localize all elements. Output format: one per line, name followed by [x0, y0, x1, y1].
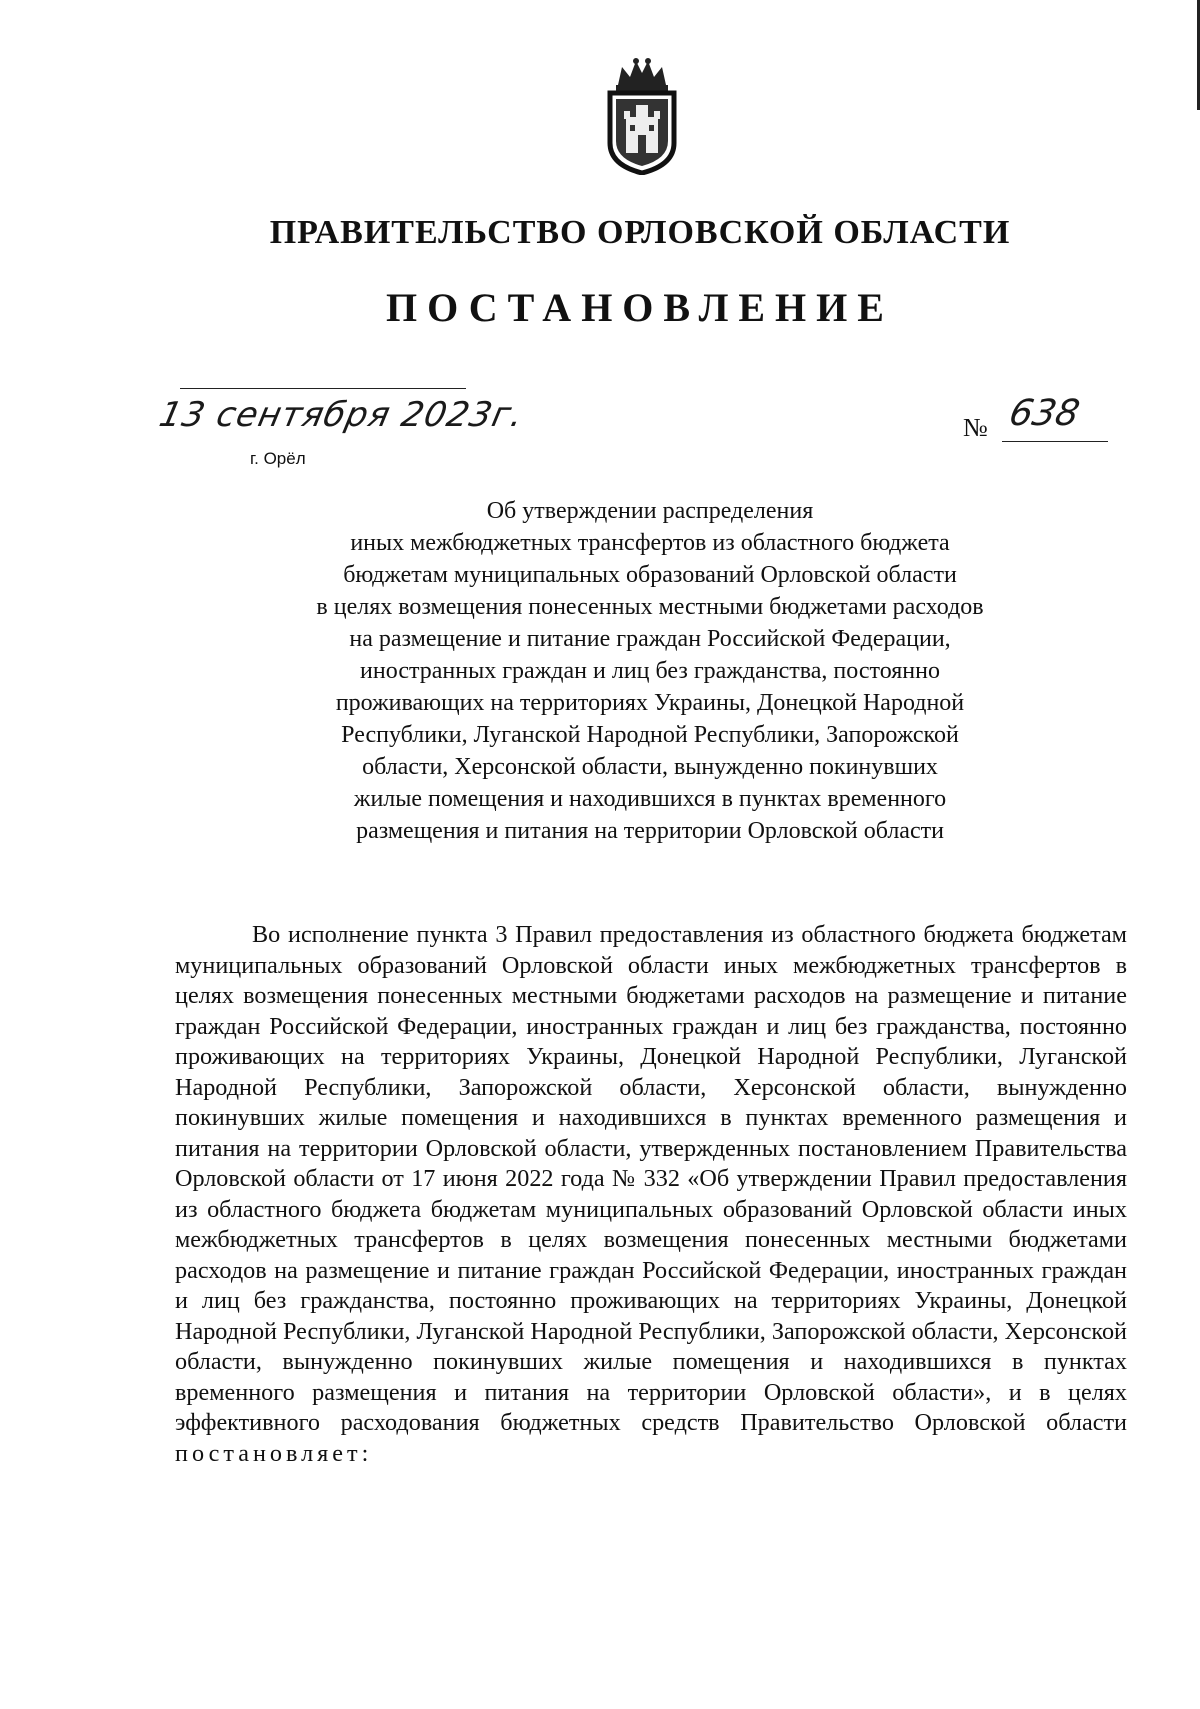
- title-line: жилые помещения и находившихся в пунктах временного: [353, 786, 947, 812]
- government-name: ПРАВИТЕЛЬСТВО ОРЛОВСКОЙ ОБЛАСТИ: [269, 214, 1011, 251]
- handwritten-number: 638: [1005, 393, 1084, 434]
- title-line: иностранных граждан и лиц без гражданства, постоянно: [360, 658, 940, 684]
- title-line: на размещение и питание граждан Российской Федерации,: [349, 626, 951, 652]
- title-line: размещения и питания на территории Орловской области: [356, 818, 944, 844]
- coat-of-arms-icon: [596, 55, 688, 175]
- title-line: в целях возмещения понесенных местными бюджетами расходов: [316, 594, 984, 620]
- document-title: [200, 495, 1100, 847]
- title-line: проживающих на территориях Украины, Донецкой Народной: [335, 690, 965, 716]
- document-type: ПОСТАНОВЛЕНИЕ: [386, 285, 894, 330]
- title-line: Об утверждении распределения: [486, 498, 814, 524]
- title-line: Республики, Луганской Народной Республики, Запорожской: [341, 722, 959, 748]
- scan-edge-mark: [1183, 0, 1200, 110]
- title-line: бюджетам муниципальных образований Орловской области: [343, 562, 957, 588]
- number-underline: [1002, 441, 1108, 442]
- number-label: №: [963, 413, 988, 442]
- preamble-paragraph: [175, 920, 1127, 1469]
- city-label: г. Орёл: [250, 449, 306, 468]
- date-underline: [180, 388, 466, 389]
- handwritten-date: 13 сентября 2023г.: [155, 395, 528, 435]
- title-line: области, Херсонской области, вынужденно покинувших: [362, 754, 938, 780]
- title-line: иных межбюджетных трансфертов из областного бюджета: [350, 530, 950, 556]
- preamble-text: Во исполнение пункта 3 Правил предоставления из областного бюджета бюджетам муниципальных образований Орловской области иных межбюджетных трансфертов в целях возмещения понесенных местными бюджетами расходов на размещение и питание граждан Российской Федерации, иностранных граждан и лиц без гражданства, постоянно проживающих на территориях Украины, Донецкой Народной Республики, Луганской Народной Республики, Запорожской области, Херсонской области, вынужденно покинувших жилые помещения и находившихся в пунктах временного размещения и питания на территории Орловской области, утвержденных постановлением Правительства Орловской области от 17 июня 2022 года № 332 «Об утверждении Правил предоставления из областного бюджета бюджетам муниципальных образований Орловской области иных межбюджетных трансфертов в целях возмещения понесенных местными бюджетами расходов на размещение и питание граждан Российской Федерации, иностранных граждан и лиц без гражданства, постоянно проживающих на территориях Украины, Донецкой Народной Республики, Луганской Народной Республики, Запорожской области, Херсонской области, вынужденно покинувших жилые помещения и находившихся в пунктах временного размещения и питания на территории Орловской области», и в целях эффективного расходования бюджетных средств Правительство Орловской области: [175, 921, 1127, 1436]
- decision-word: постановляет:: [175, 1439, 373, 1467]
